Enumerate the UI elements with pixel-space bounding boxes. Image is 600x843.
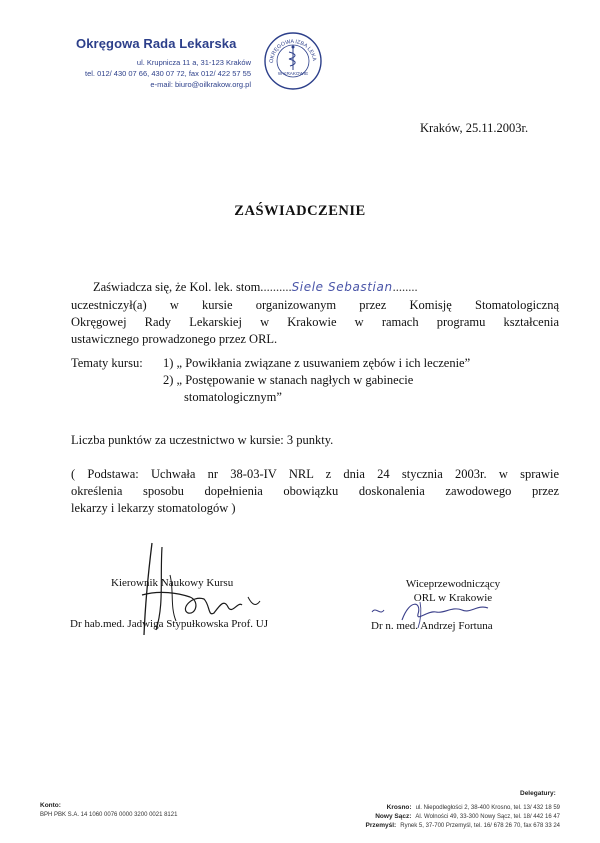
legal-basis-line-1: ( Podstawa: Uchwała nr 38-03-IV NRL z dnia 24 stycznia 2003r. w sprawie: [71, 467, 559, 481]
left-signatory-title: Kierownik Naukowy Kursu: [111, 577, 234, 589]
bank-account: BPH PBK S.A. 14 1060 0076 0000 3200 0021 8121: [40, 812, 178, 818]
document-title: ZAŚWIADCZENIE: [234, 203, 366, 219]
certificate-intro: [93, 279, 555, 296]
nowy-sacz-address: Al. Wolności 49, 33-300 Nowy Sącz, tel. 18/ 442 16 47: [415, 814, 560, 820]
body-line-3: Okręgowej Rady Lekarskiej w Krakowie w ramach programu kształcenia: [71, 315, 559, 329]
document-date: Kraków, 25.11.2003r.: [420, 121, 529, 135]
svg-text:OKRĘGOWA IZBA LEKARSKA: OKRĘGOWA IZBA LEKA: [268, 38, 317, 64]
right-signatory-title-line-2: ORL w Krakowie: [413, 592, 493, 604]
delegations-label: Delegatury:: [520, 790, 556, 797]
account-label: Konto:: [40, 802, 61, 809]
body-line-4: ustawicznego prowadzonego przez ORL.: [71, 332, 278, 346]
intro-text: Zaświadcza się, że Kol. lek. stom.: [93, 280, 264, 294]
przemysl-label: Przemyśl:: [365, 822, 397, 829]
przemysl-address: Rynek 5, 37-700 Przemyśl, tel. 16/ 678 26 70, fax 678 33 24: [400, 823, 560, 829]
right-signatory-title-line-1: Wiceprzewodniczący: [405, 578, 501, 590]
topic-1: 1) „ Powikłania związane z usuwaniem zębów i ich leczenie”: [163, 356, 471, 370]
topics-label: Tematy kursu:: [71, 356, 143, 370]
handwritten-participant-name: Siele Sebastian: [291, 280, 393, 294]
body-line-2: uczestniczył(a) w kursie organizowanym przez Komisję Stomatologiczną: [71, 298, 559, 312]
points-statement: Liczba punktów za uczestnictwo w kursie: 3 punkty.: [71, 433, 334, 447]
krosno-address: ul. Niepodległości 2, 38-400 Krosno, tel. 13/ 432 18 59: [415, 805, 560, 811]
nowy-sacz-label: Nowy Sącz:: [375, 813, 412, 820]
legal-basis-line-2: określenia sposobu dopełnienia obowiązku doskonalenia zawodowego przez: [71, 484, 559, 498]
organization-email: e-mail: biuro@oilkrakow.org.pl: [150, 80, 251, 89]
svg-text:W KRAKOWIE: W KRAKOWIE: [277, 71, 309, 76]
chamber-seal-logo: [263, 31, 323, 91]
krosno-label: Krosno:: [386, 804, 412, 811]
name-dotted-line: .........: [263, 280, 292, 294]
legal-basis-line-3: lekarzy i lekarzy stomatologów ): [71, 501, 236, 515]
topic-2-line-2: stomatologicznym”: [184, 390, 282, 404]
name-dotted-line-end: ........: [392, 280, 418, 294]
left-signatory-name: Dr hab.med. Jadwiga Stypułkowska Prof. UJ: [70, 618, 268, 630]
topic-2-line-1: 2) „ Postępowanie w stanach nagłych w gabinecie: [163, 373, 414, 387]
organization-phones: tel. 012/ 430 07 66, 430 07 72, fax 012/ 422 57 55: [85, 69, 251, 78]
organization-name: Okręgowa Rada Lekarska: [76, 36, 237, 51]
organization-address: ul. Krupnicza 11 a, 31-123 Kraków: [136, 58, 251, 67]
delegation-przemysl: [318, 818, 560, 831]
right-signatory-name: Dr n. med. Andrzej Fortuna: [371, 620, 493, 632]
